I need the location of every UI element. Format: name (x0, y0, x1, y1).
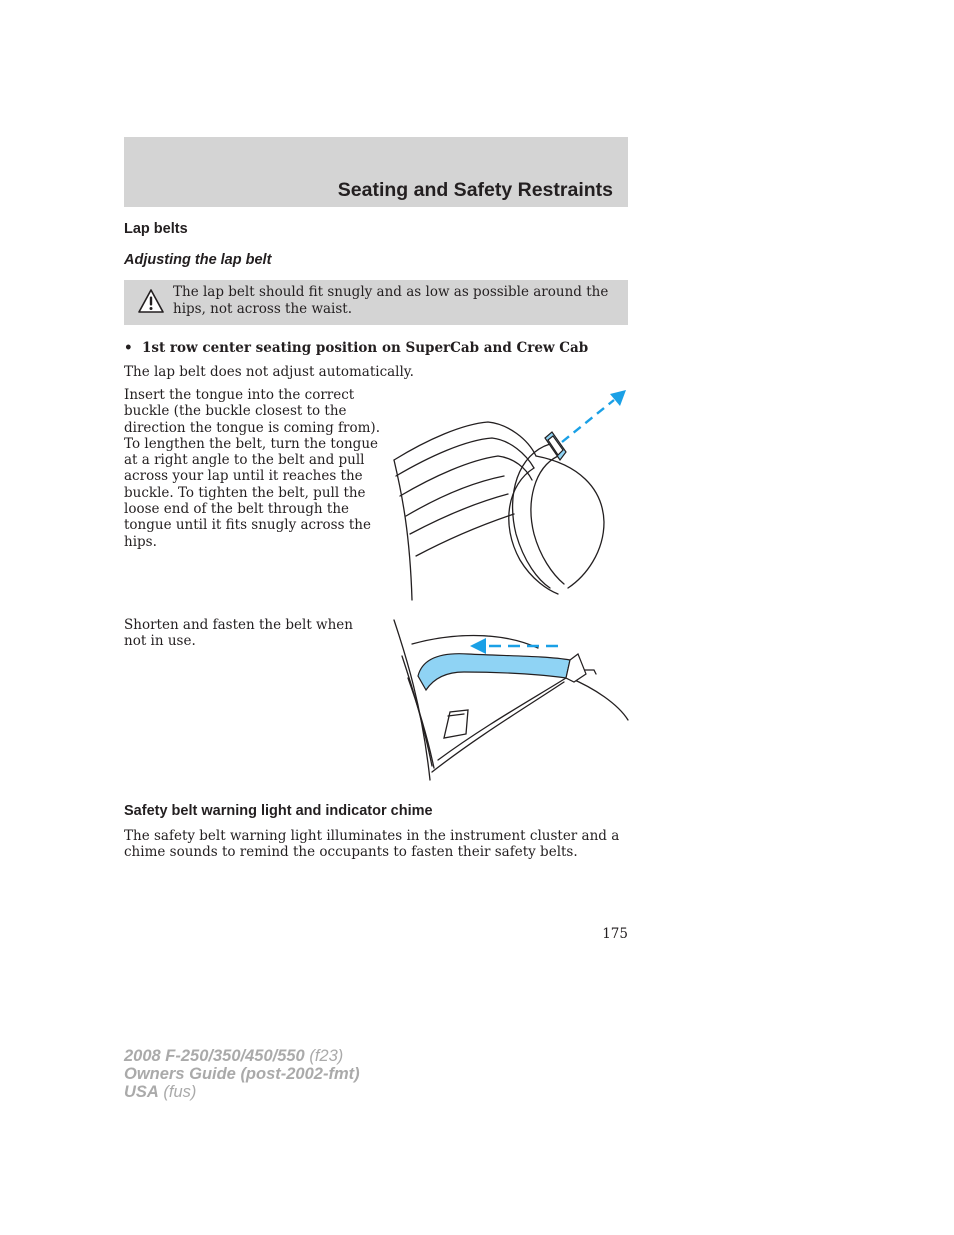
warning-text: The lap belt should fit snugly and as low as possible around the hips, not across the waist. (173, 284, 609, 317)
lap-belts-heading: Lap belts (124, 221, 188, 237)
bullet-text: 1st row center seating position on SuperCab and Crew Cab (142, 340, 589, 356)
footer-line-3 (124, 1083, 360, 1101)
footer-market: USA (124, 1083, 159, 1101)
footer-market-code: (fus) (158, 1083, 197, 1101)
lengthen-belt-illustration (388, 384, 630, 604)
page-number: 175 (602, 926, 628, 942)
footer-line-1 (124, 1047, 360, 1065)
bullet-item (124, 340, 588, 356)
bullet-marker: • (124, 340, 133, 356)
footer-line-2 (124, 1065, 360, 1083)
section-header-band (124, 137, 628, 207)
footer-model-code: (f23) (304, 1047, 344, 1065)
shorten-belt-illustration (388, 616, 630, 784)
warning-light-heading: Safety belt warning light and indicator chime (124, 803, 433, 819)
section-header-title: Seating and Safety Restraints (337, 179, 613, 201)
footer-model: 2008 F-250/350/450/550 (124, 1047, 305, 1065)
warning-box (124, 280, 628, 325)
footer-guide: Owners Guide (post-2002-fmt) (124, 1065, 360, 1083)
insert-tongue-paragraph: Insert the tongue into the correct buckle (the buckle closest to the direction the tongue is coming from). To lengthen the belt, turn the tongue at a right angle to the belt and pull across your lap until it reaches the buckle. To tighten the belt, pull the loose end of the belt through the tongue until it fits snugly across the hips. (124, 387, 380, 550)
warning-triangle-icon (138, 288, 164, 314)
footer-block (124, 1047, 360, 1101)
shorten-paragraph: Shorten and fasten the belt when not in use. (124, 617, 353, 650)
warning-light-paragraph: The safety belt warning light illuminates in the instrument cluster and a chime sounds to remind the occupants to fasten their safety belts. (124, 828, 620, 861)
no-adjust-paragraph: The lap belt does not adjust automatically. (124, 364, 414, 380)
adjusting-lap-belt-subheading: Adjusting the lap belt (124, 252, 272, 268)
